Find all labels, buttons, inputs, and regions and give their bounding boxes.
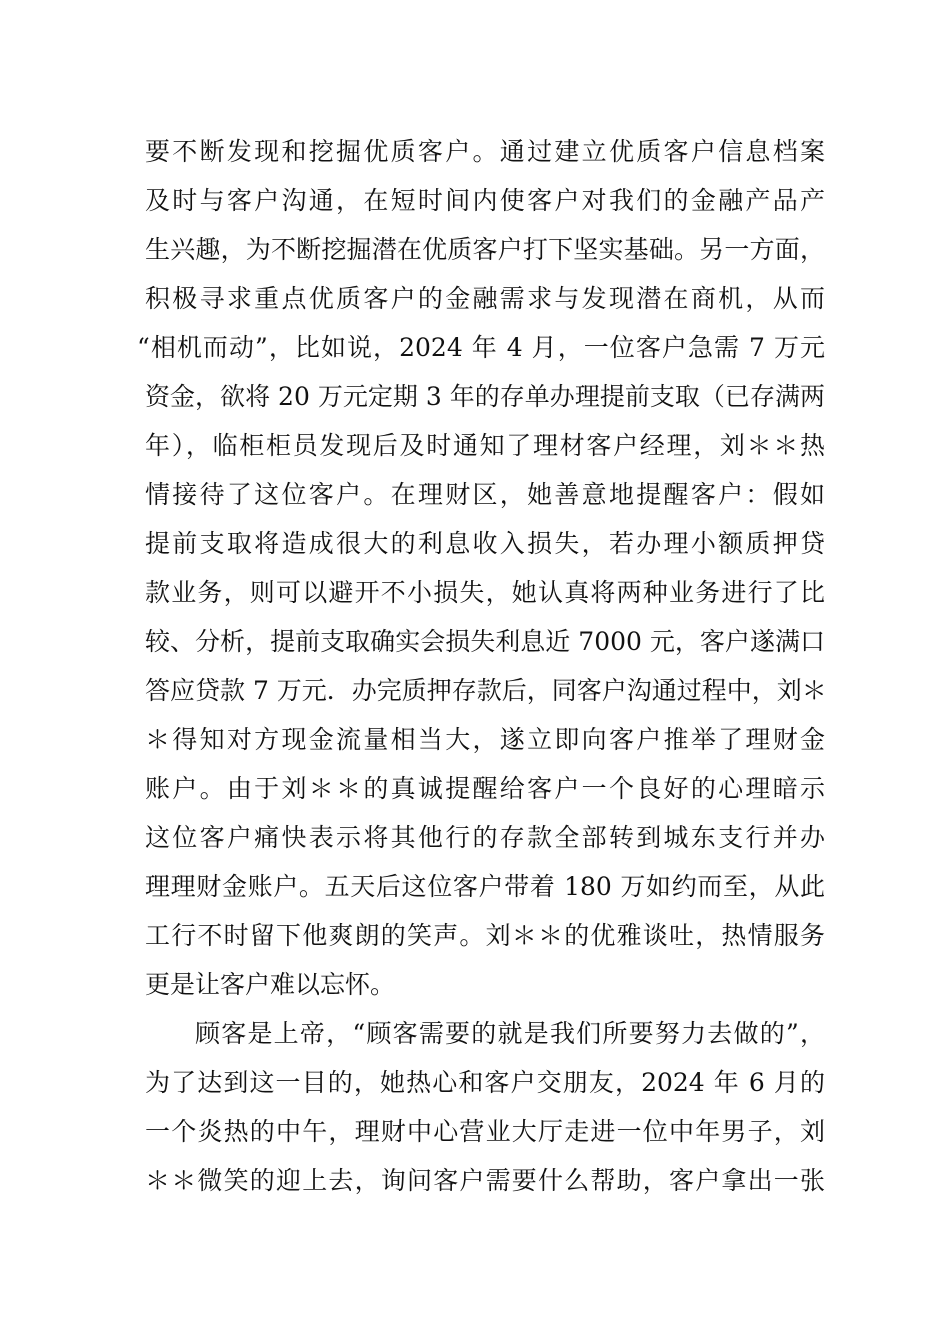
text-line: ＊得知对方现金流量相当大，遂立即向客户推举了理财金 xyxy=(145,725,825,754)
text-line: 答应贷款 7 万元．办完质押存款后，同客户沟通过程中，刘＊ xyxy=(145,676,827,705)
text-line: 情接待了这位客户。在理财区，她善意地提醒客户：假如 xyxy=(145,480,825,509)
text-line: “相机而动”，比如说，2024 年 4 月，一位客户急需 7 万元 xyxy=(137,333,825,362)
text-line: 更是让客户难以忘怀。 xyxy=(145,970,396,999)
text-line: 这位客户痛快表示将其他行的存款全部转到城东支行并办 xyxy=(145,823,825,852)
text-line: 为了达到这一目的，她热心和客户交朋友，2024 年 6 月的 xyxy=(145,1068,825,1097)
body-text xyxy=(137,127,827,1205)
text-line: 生兴趣，为不断挖掘潜在优质客户打下坚实基础。另一方面， xyxy=(145,235,825,264)
text-line: 年），临柜柜员发现后及时通知了理材客户经理，刘＊＊热 xyxy=(145,431,825,460)
text-line: 款业务，则可以避开不小损失，她认真将两种业务进行了比 xyxy=(145,578,825,607)
text-line: 要不断发现和挖掘优质客户。通过建立优质客户信息档案 xyxy=(145,137,825,166)
paragraph xyxy=(137,127,827,1009)
text-line: 提前支取将造成很大的利息收入损失，若办理小额质押贷 xyxy=(145,529,825,558)
text-line: 工行不时留下他爽朗的笑声。刘＊＊的优雅谈吐，热情服务 xyxy=(145,921,825,950)
text-line: 一个炎热的中午，理财中心营业大厅走进一位中年男子，刘 xyxy=(145,1117,825,1146)
text-line: 理理财金账户。五天后这位客户带着 180 万如约而至，从此 xyxy=(145,872,825,901)
paragraph xyxy=(145,1009,825,1205)
text-line: 资金，欲将 20 万元定期 3 年的存单办理提前支取（已存满两 xyxy=(145,382,825,411)
text-line: ＊＊微笑的迎上去，询问客户需要什么帮助，客户拿出一张 xyxy=(145,1166,825,1195)
text-line: 顾客是上帝，“顾客需要的就是我们所要努力去做的”， xyxy=(195,1019,825,1048)
text-line: 及时与客户沟通，在短时间内使客户对我们的金融产品产 xyxy=(145,186,825,215)
text-line: 积极寻求重点优质客户的金融需求与发现潜在商机，从而 xyxy=(145,284,825,313)
text-line: 较、分析，提前支取确实会损失利息近 7000 元，客户遂满口 xyxy=(145,627,825,656)
text-line: 账户。由于刘＊＊的真诚提醒给客户一个良好的心理暗示 xyxy=(145,774,825,803)
